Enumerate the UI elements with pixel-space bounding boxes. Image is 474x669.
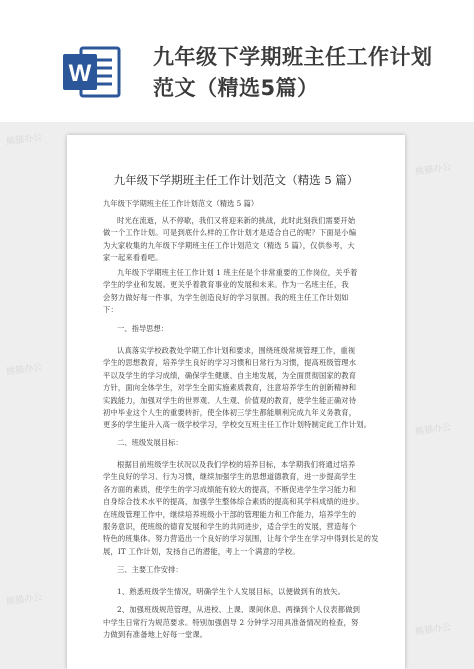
text-line: 下： (103, 305, 118, 315)
text-line: 服务意识，使班级的德育发展和学生的共同进步，适合学生的发展，营造每个 (103, 521, 357, 531)
text-line: 学生的学业和发展。更关乎着教育事业的发展和未来。作为一名班主任，我 (103, 280, 349, 290)
text-line: 时光在流逝，从不停歇，我们又将迎来新的挑战，此时此刻我们需要开始 (117, 216, 356, 225)
text-line: 学生良好的学习、行为习惯，继续加强学生的思想道德教育，进一步提高学生 (103, 472, 357, 482)
text-line: 认真落实学校政教处学期工作计划和要求，围绕班级常规管理工作，重视 (117, 346, 356, 355)
text-line: 方针，面向全体学生，对学生全面实施素质教育，注意培养学生的创新精神和 (103, 383, 357, 393)
text-line: 力做到有准备地上好每一堂课。 (103, 630, 208, 640)
watermark: 熊猫办公 (5, 132, 43, 148)
document-page (67, 135, 405, 669)
text-line: 做一个工作计划。可是到底什么样的工作计划才是适合自己的呢？下面是小编 (103, 228, 357, 238)
document-subtitle: 九年级下学期班主任工作计划范文（精选 5 篇） (103, 199, 259, 208)
watermark: 熊猫办公 (5, 592, 43, 608)
word-doc-icon (59, 40, 123, 104)
word-icon-letter: W (68, 60, 92, 87)
text-line: 为大家收集的九年级下学期班主任工作计划范文（精选 5 篇），仅供参考，大 (103, 240, 355, 250)
page-title-line2: 范文（精选5篇） (153, 76, 319, 100)
document-title: 九年级下学期班主任工作计划范文（精选 5 篇） (113, 173, 359, 187)
section1-intro-paragraph (103, 267, 358, 317)
text-line: 更多的学生能升入高一级学校学习，学校交互班主任工作计划特制定此工作计划。 (103, 420, 372, 430)
text-line: 特色的班集体。努力营造出一个良好的学习氛围，让每个学生在学习中得到长足的发 (103, 534, 379, 544)
text-line: 中学生日常行为规范要求。特别加强倡导 2 分钟学习用具准备情况的检查，努 (103, 617, 359, 627)
text-line: 初中毕业这个人生的重要转折，使全体初三学生都能顺利完成九年义务教育， (103, 407, 357, 417)
text-line: 2、加强班级规范管理，从进校、上课、课间休息、两操到个人仪表都做到 (117, 605, 361, 615)
text-line: 根据目前班级学生状况以及我们学校的培养目标，本学期我们将通过培养 (117, 460, 356, 469)
text-line: 1、熟悉班级学生情况，明确学生个人发展目标，以便做到有的放矢。 (117, 587, 346, 596)
text-line: 自身综合技术水平的提高，加强学生整体综合素质的提高和其学科成绩的进步。 (103, 497, 364, 507)
text-line: 九年级下学期班主任工作计划 1 班主任是个非常重要的工作岗位，关乎着 (117, 268, 358, 277)
text-line: 学生的思想教育，培养学生良好的学习习惯和日常行为习惯，提高班级管理水 (103, 358, 357, 368)
tasks-paragraph (103, 586, 360, 642)
section-heading-guide: 一、指导思想： (117, 324, 169, 333)
intro-paragraph (103, 215, 356, 265)
text-line: 平以及学生的学习成绩，确保学生健康、自主地发展，为全面贯彻国家的教育 (103, 370, 357, 380)
section-heading-goals: 二、班级发展目标： (117, 438, 183, 447)
text-line: 各方面的素质，使学生的学习成绩能有较大的提高，不断促进学生学习能力和 (103, 484, 357, 494)
text-line: 在班级管理工作中，继续培养班级小干部的管理能力和工作能力，培养学生的 (103, 509, 357, 519)
header-banner (0, 0, 474, 122)
watermark: 熊猫办公 (5, 362, 43, 378)
page-title-line1: 九年级下学期班主任工作计划 (153, 45, 433, 69)
watermark: 熊猫办公 (414, 162, 452, 178)
text-line: 会努力做好每一件事，为学生创造良好的学习氛围。我的班主任工作计划如 (103, 292, 349, 302)
text-line: 实践能力，加强对学生的世界观、人生观、价值观的教育，使学生能正确对待 (103, 395, 357, 405)
guide-paragraph (103, 345, 371, 432)
goals-paragraph (103, 459, 379, 558)
watermark: 熊猫办公 (414, 622, 452, 638)
watermark: 熊猫办公 (414, 422, 452, 438)
section-heading-tasks: 三、主要工作安排： (117, 565, 183, 574)
text-line: 展，IT 工作计划，发扬自己的潜能，考上一个满意的学校。 (103, 546, 300, 556)
text-line: 家一起来看看吧。 (103, 253, 163, 263)
